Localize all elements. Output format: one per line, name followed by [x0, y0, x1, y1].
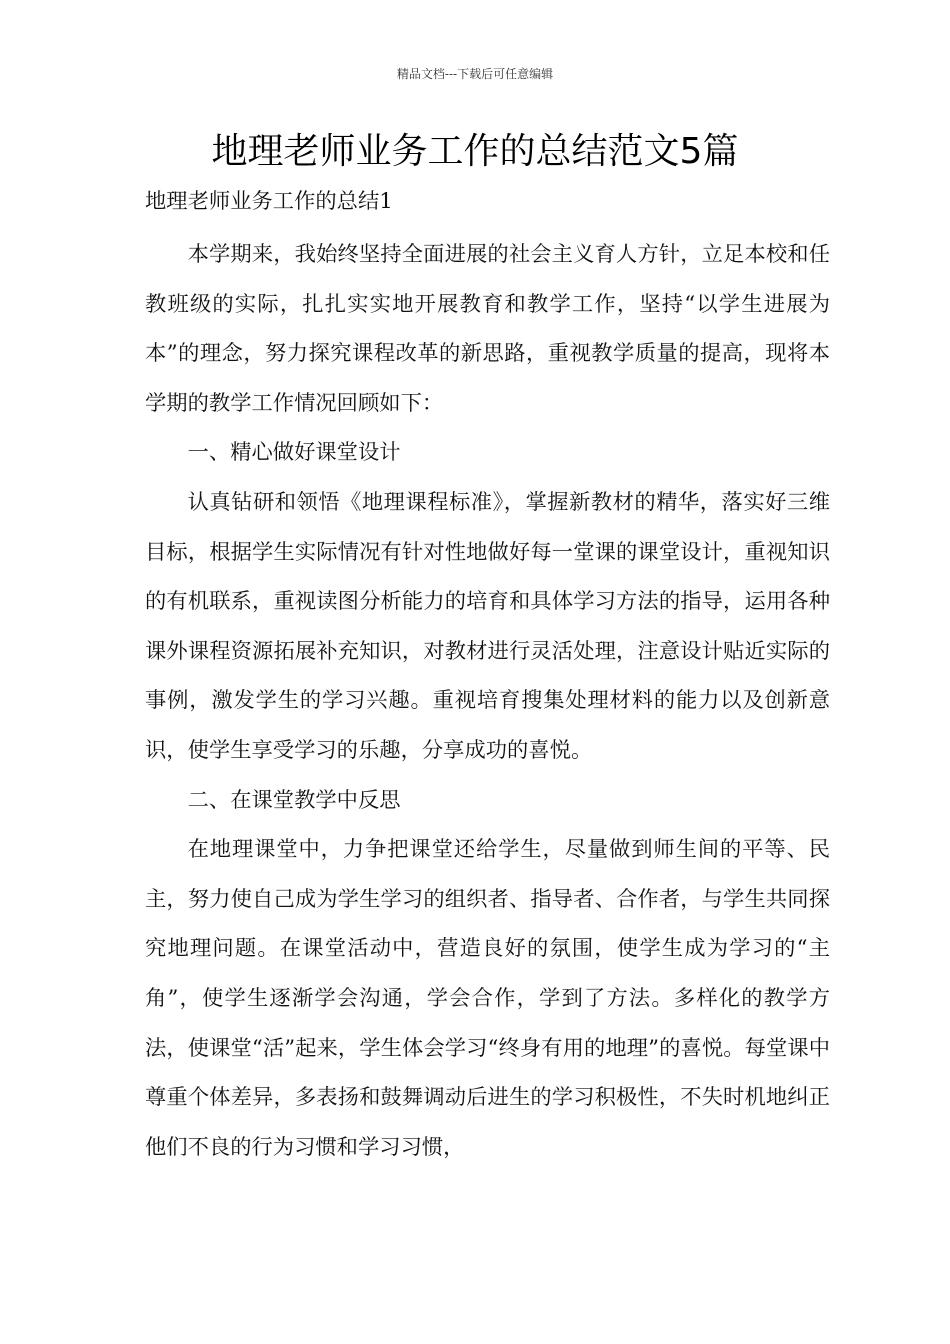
section-subtitle: 地理老师业务工作的总结1	[145, 189, 393, 214]
paragraph-intro: 本学期来，我始终坚持全面进展的社会主义育人方针，立足本校和任教班级的实际，扎扎实实地开展教育和教学工作，坚持“以学生进展为本”的理念，努力探究课程改革的新思路，重视教学质量的提高，现将本学期的教学工作情况回顾如下：	[145, 242, 830, 416]
paragraph-classroom-reflection: 在地理课堂中，力争把课堂还给学生，尽量做到师生间的平等、民主，努力使自己成为学生学习的组织者、指导者、合作者，与学生共同探究地理问题。在课堂活动中，营造良好的氛围，使学生成为学习的“主角”，使学生逐渐学会沟通，学会合作，学到了方法。多样化的教学方法，使课堂“活”起来，学生体会学习“终身有用的地理”的喜悦。每堂课中尊重个体差异，多表扬和鼓舞调动后进生的学习积极性，不失时机地纠正他们不良的行为习惯和学习习惯，	[145, 837, 830, 1160]
document-title: 地理老师业务工作的总结范文5篇	[211, 131, 739, 172]
document-body	[145, 180, 830, 1172]
section-heading-1: 一、精心做好课堂设计	[187, 440, 401, 466]
section-heading-2: 二、在课堂教学中反思	[187, 787, 401, 813]
paragraph-course-design: 认真钻研和领悟《地理课程标准》，掌握新教材的精华，落实好三维目标，根据学生实际情况有针对性地做好每一堂课的课堂设计，重视知识的有机联系，重视读图分析能力的培育和具体学习方法的指导，运用各种课外课程资源拓展补充知识，对教材进行灵活处理，注意设计贴近实际的事例，激发学生的学习兴趣。重视培育搜集处理材料的能力以及创新意识，使学生享受学习的乐趣，分享成功的喜悦。	[145, 489, 830, 763]
header-note: 精品文档---下载后可任意编辑	[396, 67, 554, 81]
